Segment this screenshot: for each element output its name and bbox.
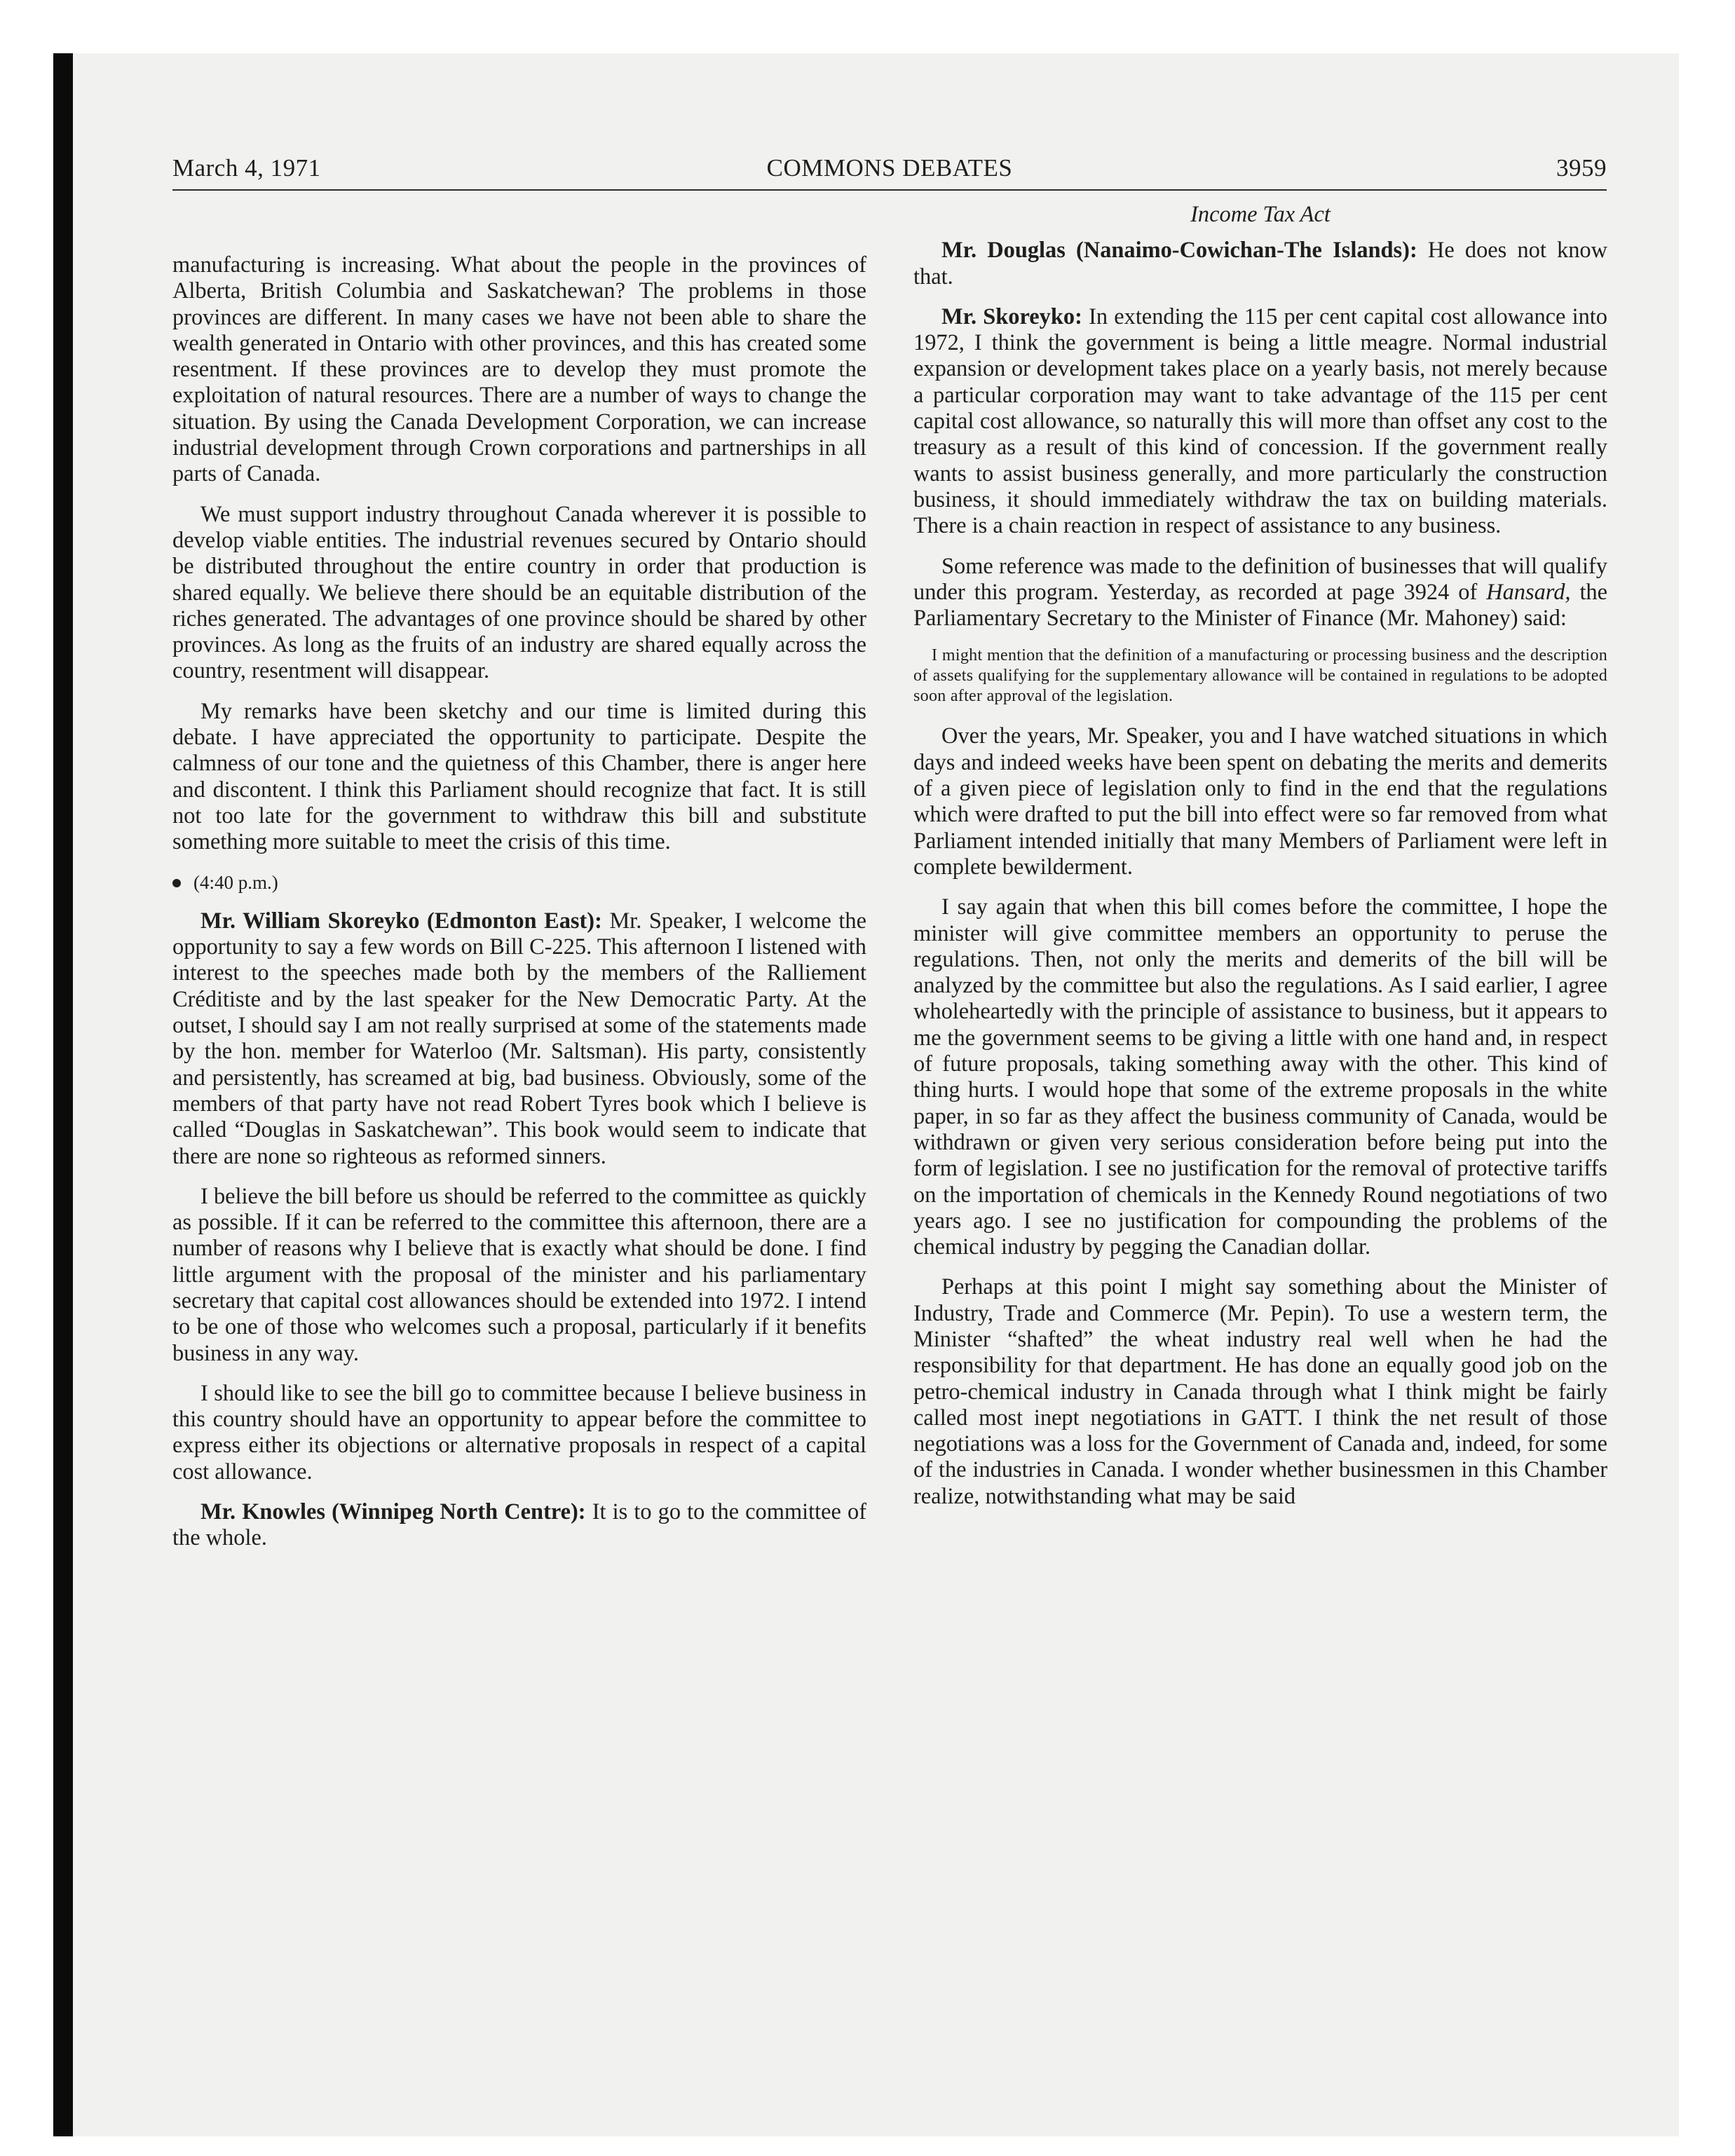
speaker-name: Mr. William Skoreyko (Edmonton East): — [200, 908, 602, 934]
block-quote: I might mention that the definition of a manufacturing or processing business and the description of assets qualifying for the supplementary allowance will be contained in regulations to be adopted soon after approval of the legislation. — [913, 646, 1607, 706]
paragraph-text: Some reference was made to the definition of businesses that will qualify under this program. Yesterday, as recorded at page 3924 of — [913, 553, 1607, 605]
binding-edge — [53, 53, 73, 2136]
paragraph: My remarks have been sketchy and our time is limited during this debate. I have appreciated the opportunity to participate. Despite the calmness of our tone and the quietness of this Chamber, there is anger here and discontent. I think this Parliament should recognize that fact. It is still not too late for the government to withdraw this bill and substitute something more suitable to meet the crisis of this time. — [172, 698, 866, 855]
speech-text: In extending the 115 per cent capital cost allowance into 1972, I think the government is being a little meagre. Normal industrial expansion or development takes place on a yearly basis, not merely because a particular corporation may want to take advantage of the 115 per cent capital cost allowance, so naturally this will more than offset any cost to the treasury as a result of this kind of concession. If the government really wants to assist business generally, and more particularly the construction business, it should immediately withdraw the tax on building materials. There is a chain reaction in respect of assistance to any business. — [913, 303, 1607, 539]
speech-text: He does not know that. — [913, 238, 1607, 289]
paragraph-text: the Parliamentary Secretary to the Minister of Finance (Mr. Mahoney) said: — [913, 579, 1608, 632]
paragraph: Over the years, Mr. Speaker, you and I have watched situations in which days and indeed weeks have been spent on debating the merits and demerits of a given piece of legislation only to find in the end that the regulations which were drafted to put the bill into effect were so far removed from what Parliament intended initially that many Members of Parliament were left in complete bewilderment. — [913, 723, 1607, 880]
speech-paragraph — [172, 1499, 866, 1552]
header-date: March 4, 1971 — [172, 154, 321, 182]
header-page-number: 3959 — [1556, 154, 1607, 182]
speech-text: Mr. Speaker, I welcome the opportunity to say a few words on Bill C-225. This afternoon I listened with interest to the speeches made both by the members of the Ralliement Créditiste and by the last speaker for the New Democratic Party. At the outset, I should say I am not really surprised at some of the statements made by the hon. member for Waterloo (Mr. Saltsman). His party, consistently and persistently, has screamed at big, bad business. Obviously, some of the members of that party have not read Robert Tyres book which I believe is called “Douglas in Saskatchewan”. This book would seem to indicate that there are none so righteous as reformed sinners. — [172, 908, 866, 1169]
paragraph: I say again that when this bill comes before the committee, I hope the minister will give committee members an opportunity to peruse the regulations. Then, not only the merits and demerits of the bill will be analyzed by the committee but also the regulations. As I said earlier, I agree wholeheartedly with the principle of assistance to business, but it appears to me the government seems to be giving a little with one hand and, in respect of future proposals, taking something away with the other. This kind of thing hurts. I would hope that some of the extreme proposals in the white paper, in so far as they affect the business community of Canada, would be withdrawn or given very serious consideration before being put into the form of legislation. I see no justification for the removal of protective tariffs on the importation of chemicals in the Kennedy Round negotiations of two years ago. I see no justification for compounding the problems of the chemical industry by pegging the Canadian dollar. — [913, 894, 1607, 1260]
right-column — [913, 196, 1607, 1524]
header-publication: COMMONS DEBATES — [766, 154, 1013, 182]
paragraph: manufacturing is increasing. What about the people in the provinces of Alberta, British Columbia and Saskatchewan? The problems in those provinces are different. In many cases we have not been able to share the wealth generated in Ontario with other provinces, and this has created some resentment. If these provinces are to develop they must promote the exploitation of natural resources. There are a number of ways to change the situation. By using the Canada Development Corporation, we can increase industrial development through Crown corporations and partnerships in all parts of Canada. — [172, 252, 866, 487]
timestamp-text: (4:40 p.m.) — [193, 871, 278, 893]
paragraph: I believe the bill before us should be referred to the committee as quickly as possible. If it can be referred to the committee this afternoon, there are a number of reasons why I believe that is exactly what should be done. I find little argument with the proposal of the minister and his parliamentary secretary that capital cost allowances should be extended into 1972. I intend to be one of those who welcomes such a proposal, particularly if it benefits business in any way. — [172, 1183, 866, 1366]
paragraph: I should like to see the bill go to committee because I believe business in this country should have an opportunity to appear before the committee to express either its objections or alternative proposals in respect of a capital cost allowance. — [172, 1380, 866, 1485]
document-page — [172, 154, 1607, 2089]
speech-text: It is to go to the committee of the whole. — [172, 1499, 866, 1551]
paragraph — [913, 554, 1607, 632]
bullet-icon — [172, 879, 181, 887]
speaker-name: Mr. Douglas (Nanaimo-Cowichan-The Islands): — [941, 238, 1417, 264]
header-rule — [172, 189, 1607, 191]
speech-paragraph — [172, 908, 866, 1170]
page-header — [172, 154, 1607, 192]
speaker-name: Mr. Knowles (Winnipeg North Centre): — [200, 1499, 586, 1525]
running-head: Income Tax Act — [1190, 202, 1331, 227]
speaker-name: Mr. Skoreyko: — [941, 303, 1082, 329]
hansard-italic: Hansard, — [1486, 579, 1571, 605]
paragraph: Perhaps at this point I might say something about the Minister of Industry, Trade and Commerce (Mr. Pepin). To use a western term, the Minister “shafted” the wheat industry real well when he had the responsibility for that department. He has done an equally good job on the petro-chemical industry in Canada through what I think might be fairly called most inept negotiations in GATT. I think the net result of those negotiations was a loss for the Government of Canada and, indeed, for some of the industries in Canada. I wonder whether businessmen in this Chamber realize, notwithstanding what may be said — [913, 1274, 1607, 1509]
speech-paragraph — [913, 304, 1607, 540]
paragraph: We must support industry throughout Canada wherever it is possible to develop viable entities. The industrial revenues secured by Ontario should be distributed throughout the entire country in order that production is shared equally. We believe there should be an equitable distribution of the riches generated. The advantages of one province should be shared by other provinces. As long as the fruits of an industry are shared equally across the country, resentment will disappear. — [172, 501, 866, 684]
left-column — [172, 252, 866, 1566]
speech-paragraph — [913, 238, 1607, 290]
timestamp — [172, 870, 866, 896]
